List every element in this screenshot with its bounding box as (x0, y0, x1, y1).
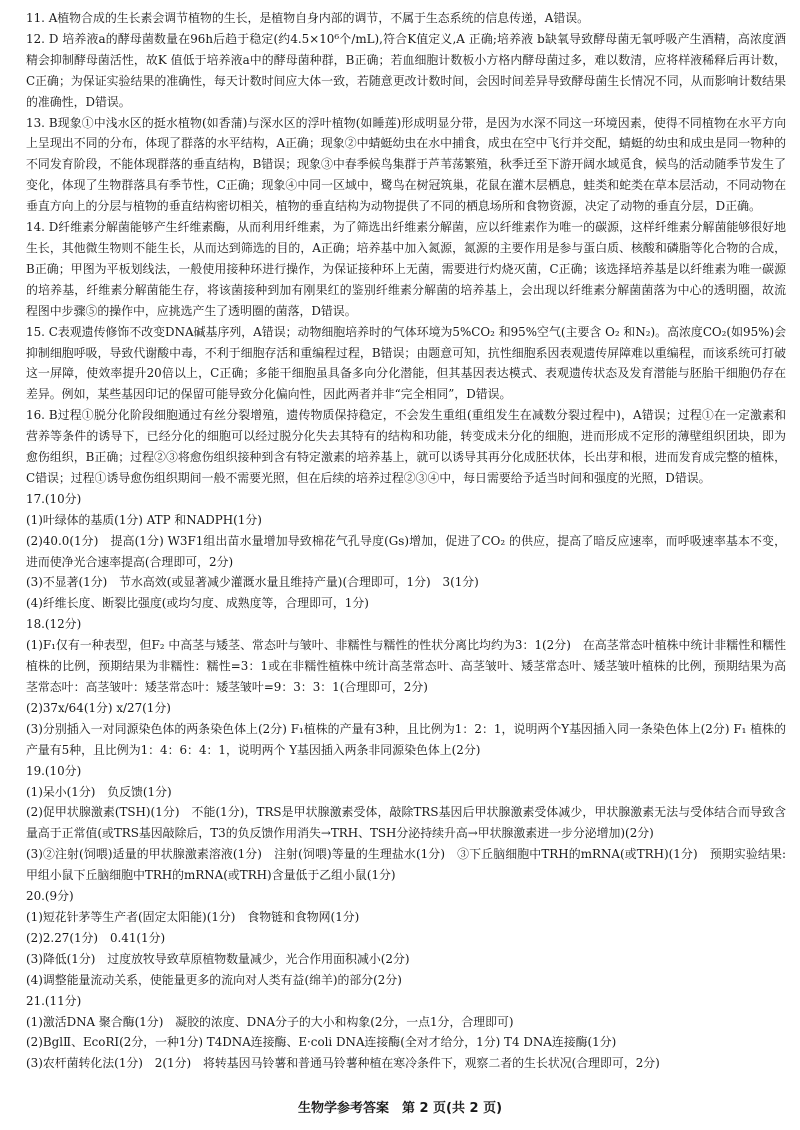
answer-item: 13. B现象①中浅水区的挺水植物(如香蒲)与深水区的浮叶植物(如睡莲)形成明显分带，是因为水深不同这一环境因素，使得不同植物在水平方向上呈现出不同的分布，体现了群落的水平结构，A正确；现象②中蜻蜓幼虫在水中捕食，成虫在空中飞行并交配，蜻蜓的幼虫和成虫是同一物种的不同发育阶段，不能体现群落的垂直结构，B错误；现象③中春季候鸟集群于芦苇荡繁殖，秋季迁至下游开阔水域觅食，候鸟的活动随季节发生了变化，体现了生物群落具有季节性，C正确；现象④中同一区域中，鹭鸟在树冠筑巢，花鼠在灌木层栖息，蛙类和蛇类在草本层活动，不同动物在垂直方向上的分层与植物的垂直结构密切相关，植物的垂直结构为动物提供了不同的栖息场所和食物资源，决定了动物的垂直分层，D正确。 (26, 115, 786, 214)
answer-subitem: (1)激活DNA 聚合酶(1分) 凝胶的浓度、DNA分子的大小和构象(2分，一点1分，合理即可) (26, 1014, 514, 1029)
answer-subitem: (4)调整能量流动关系，使能量更多的流向对人类有益(绵羊)的部分(2分) (26, 972, 402, 987)
answer-subitem: (1)F₁仅有一种表型，但F₂ 中高茎与矮茎、常态叶与皱叶、非糯性与糯性的性状分离比均约为3：1(2分) 在高茎常态叶植株中统计非糯性和糯性植株的比例，预期结果为非糯性：糯性=3：1或在非糯性植株中统计高茎常态叶、高茎皱叶、矮茎常态叶、矮茎皱叶植株的比例，预期结果为高茎常态叶：高茎皱叶：矮茎常态叶：矮茎皱叶=9：3：3：1(合理即可，2分) (26, 638, 786, 694)
answer-item: 16. B过程①脱分化阶段细胞通过有丝分裂增殖，遗传物质保持稳定，不会发生重组(重组发生在减数分裂过程中)，A错误；过程①在一定激素和营养等条件的诱导下，已经分化的细胞可以经过脱分化失去其特有的结构和功能，转变成未分化的细胞，进而形成不定形的薄壁组织团块，即为愈伤组织，B正确；过程②③将愈伤组织接种到含有特定激素的培养基上，就可以诱导其再分化成胚状体，长出芽和根，进而发育成完整的植株，C错误；过程①诱导愈伤组织期间一般不需要光照，但在后续的培养过程②③④中，每日需要给予适当时间和强度的光照，D错误。 (26, 408, 786, 485)
answer-subitem: (2)2.27(1分) 0.41(1分) (26, 930, 166, 945)
answer-document (0, 8, 800, 1074)
answer-subitem: (3)降低(1分) 过度放牧导致草原植物数量减少，光合作用面积减小(2分) (26, 951, 410, 966)
answer-subitem: (2)促甲状腺激素(TSH)(1分) 不能(1分)，TRS是甲状腺激素受体，敲除TRS基因后甲状腺激素受体减少，甲状腺激素无法与受体结合而导致含量高于正常值(或TRS基因敲除后，T3的负反馈作用消失→TRH、TSH分泌持续升高→甲状腺激素进一步分泌增加)(2分) (26, 805, 786, 841)
answer-subitem: (2)BglⅡ、EcoRⅠ(2分，一种1分) T4DNA连接酶、E·coli DNA连接酶(全对才给分，1分) T4 DNA连接酶(1分) (26, 1035, 617, 1050)
answer-subitem: (1)短花针茅等生产者(固定太阳能)(1分) 食物链和食物网(1分) (26, 909, 360, 924)
answer-subitem: (3)不显著(1分) 节水高效(或显著减少灌溉水量且维持产量)(合理即可，1分) 3(1分) (26, 575, 479, 590)
answer-subitem: (2)37x/64(1分) x/27(1分) (26, 700, 171, 715)
answer-item: 14. D纤维素分解菌能够产生纤维素酶，从而利用纤维素，为了筛选出纤维素分解菌，应以纤维素作为唯一的碳源，这样纤维素分解菌能够很好地生长，其他微生物则不能生长，从而达到筛选的目的，A正确；培养基中加入氮源，氮源的主要作用是参与蛋白质、核酸和磷脂等化合物的合成，B正确；甲图为平板划线法，一般使用接种环进行操作，为保证接种环上无菌，需要进行灼烧灭菌，C正确；该选择培养基是以纤维素为唯一碳源的培养基，纤维素分解菌能生存，将该菌接种到加有刚果红的鉴别纤维素分解菌的培养基上，会出现以纤维素分解菌菌落为中心的透明圈，故流程图中步骤⑤的操作中，应挑选产生了透明圈的菌落，D错误。 (26, 220, 786, 318)
answer-item: 18.(12分) (26, 617, 82, 632)
answer-subitem: (3)②注射(饲喂)适量的甲状腺激素溶液(1分) 注射(饲喂)等量的生理盐水(1分) ③下丘脑细胞中TRH的mRNA(或TRH)(1分) 预期实验结果:甲组小鼠下丘脑细胞中TRH的mRNA(或TRH)含量低于乙组小鼠(1分) (26, 847, 786, 883)
answer-subitem: (2)40.0(1分) 提高(1分) W3F1组出苗水量增加导致棉花气孔导度(Gs)增加，促进了CO₂ 的供应，提高了暗反应速率，而呼吸速率基本不变，进而使净光合速率提高(合理即可，2分) (26, 533, 786, 569)
answer-item: 12. D 培养液a的酵母菌数量在96h后趋于稳定(约4.5×10⁶个/mL),符合K值定义,A 正确;培养液 b缺氧导致酵母菌无氧呼吸产生酒精，高浓度酒精会抑制酵母菌活性，故K 值低于培养液a中的酵母菌种群，B正确；若血细胞计数板小方格内酵母菌过多，难以数清，应将样液稀释后再计数，C正确；为保证实验结果的准确性，每天计数时间应大体一致，若随意更改计数时间，会因时间差异导致酵母菌生长情况不同，从而影响计数结果的准确性，D错误。 (26, 31, 786, 109)
answer-subitem: (1)叶绿体的基质(1分) ATP 和NADPH(1分) (26, 512, 262, 527)
answer-subitem: (3)农杆菌转化法(1分) 2(1分) 将转基因马铃薯和普通马铃薯种植在寒冷条件下，观察二者的生长状况(合理即可，2分) (26, 1056, 660, 1071)
answer-item: 17.(10分) (26, 491, 82, 506)
answer-subitem: (3)分别插入一对同源染色体的两条染色体上(2分) F₁植株的产量有3种，且比例为1：2：1，说明两个Y基因插入同一条染色体上(2分) F₁ 植株的产量有5种，且比例为1：4：6：4：1，说明两个 Y基因插入两条非同源染色体上(2分) (26, 721, 786, 757)
answer-item: 15. C表观遗传修饰不改变DNA碱基序列，A错误；动物细胞培养时的气体环境为5%CO₂ 和95%空气(主要含 O₂ 和N₂)。高浓度CO₂(如95%)会抑制细胞呼吸，导致代谢酸中毒，不利于细胞存活和重编程过程，B错误；由题意可知，抗性细胞系因表观遗传屏障难以重编程，而该系统可打破这一屏障，使效率提升20倍以上，C正确；多能干细胞虽具备多向分化潜能，但其基因表达模式、表观遗传状态及发育潜能与胚胎干细胞仍存在差异。例如，某些基因印记的保留可能导致分化偏向性，因此两者并非“完全相同”，D错误。 (26, 324, 786, 402)
answer-item: 20.(9分) (26, 889, 74, 904)
answer-subitem: (4)纤维长度、断裂比强度(或均匀度、成熟度等，合理即可，1分) (26, 596, 369, 611)
answer-subitem: (1)呆小(1分) 负反馈(1分) (26, 784, 172, 799)
answer-item: 21.(11分) (26, 993, 82, 1008)
answer-item: 11. A植物合成的生长素会调节植物的生长，是植物自身内部的调节，不属于生态系统的信息传递，A错误。 (26, 11, 590, 25)
page-footer: 生物学参考答案 第 2 页(共 2 页) (297, 1101, 503, 1116)
answer-item: 19.(10分) (26, 763, 82, 778)
